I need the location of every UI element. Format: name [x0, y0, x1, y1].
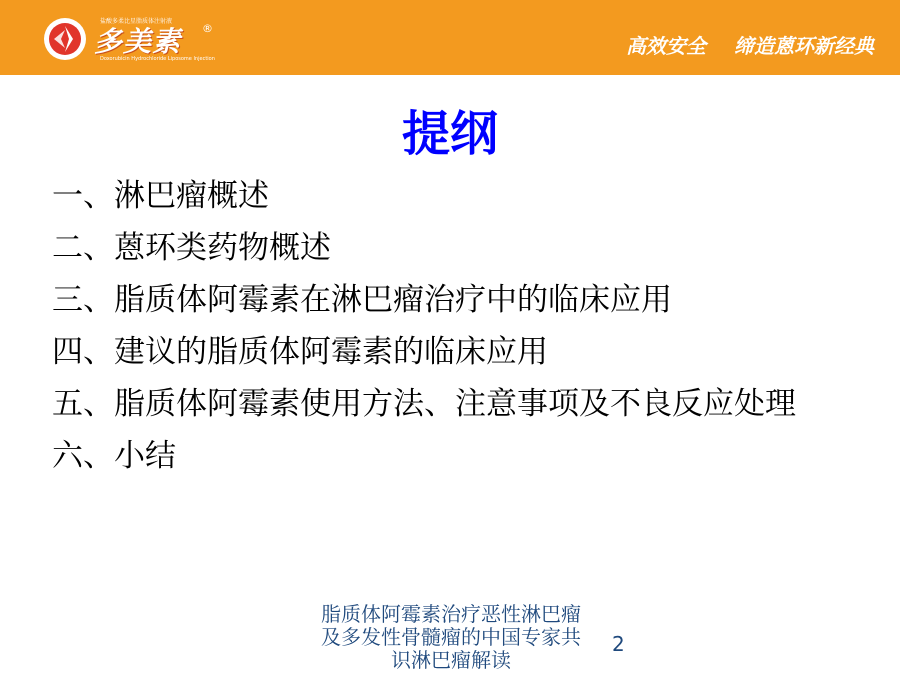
outline-item: 一、淋巴瘤概述 [52, 178, 269, 214]
footer-caption: 脂质体阿霉素治疗恶性淋巴瘤及多发性骨髓瘤的中国专家共识淋巴瘤解读 [321, 602, 581, 672]
slogan-part-2: 缔造蒽环新经典 [734, 34, 874, 58]
outline-item: 三、脂质体阿霉素在淋巴瘤治疗中的临床应用 [52, 282, 672, 318]
slide-title: 提纲 [401, 106, 498, 162]
outline-item: 二、蒽环类药物概述 [52, 230, 331, 266]
slogan-part-1: 高效安全 [626, 34, 706, 58]
outline-item: 五、脂质体阿霉素使用方法、注意事项及不良反应处理 [52, 386, 796, 422]
outline-list [52, 172, 832, 484]
page-number: 2 [612, 632, 625, 656]
brand-registered-mark: ® [202, 22, 213, 35]
outline-item: 四、建议的脂质体阿霉素的临床应用 [52, 334, 548, 370]
brand-logo [42, 14, 222, 64]
outline-item: 六、小结 [52, 438, 176, 474]
brand-tagline-top: 盐酸多柔比星脂质体注射液 [100, 18, 173, 25]
header-bar [0, 0, 900, 75]
header-slogan [626, 30, 874, 59]
brand-tagline-bottom: Doxorubicin Hydrochloride Liposome Injection [100, 56, 215, 62]
brand-logo-icon [42, 16, 88, 62]
brand-name: 多美素 [94, 25, 182, 58]
